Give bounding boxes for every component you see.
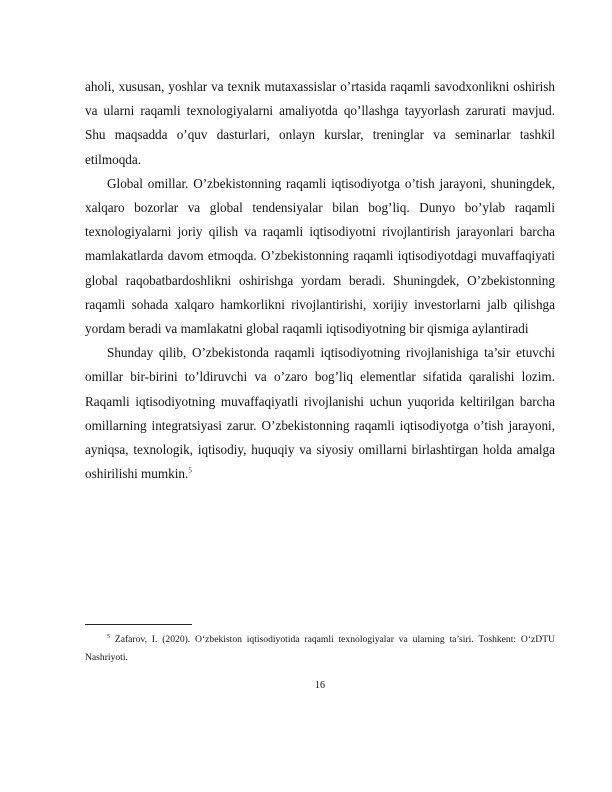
footnote-marker: 5 xyxy=(107,633,110,640)
footnote-reference[interactable]: 5 xyxy=(188,466,192,475)
footnote-separator xyxy=(85,624,192,625)
paragraph-1 xyxy=(85,75,555,172)
paragraph-3-text: Shunday qilib, O’zbekistonda raqamli iqtisodiyotning rivojlanishiga ta’sir etuvchi omillar bir-birini to’ldiruvchi va o’zaro bog’liq elementlar sifatida qaralishi lozim. Raqamli iqtisodiyotning muvaffaqiyatli rivojlanishi uchun yuqorida keltirilgan barcha omillarning integratsiyasi zarur. O’zbekistonning raqamli iqtisodiyotga o’tish jarayoni, ayniqsa, texnologik, iqtisodiy, huquqiy va siyosiy omillarni birlashtirgan holda amalga oshirilishi mumkin. xyxy=(85,345,555,482)
paragraph-2-text: Global omillar. O’zbekistonning raqamli iqtisodiyotga o’tish jarayoni, shuningdek, xalqaro bozorlar va global tendensiyalar bilan bog’liq. Dunyo bo’ylab raqamli texnologiyalarni joriy qilish va raqamli iqtisodiyotni rivojlantirish jarayonlari barcha mamlakatlarda davom etmoqda. O’zbekistonning raqamli iqtisodiyotdagi muvaffaqiyati global raqobatbardoshlikni oshirishga yordam beradi. Shuningdek, O’zbekistonning raqamli sohada xalqaro hamkorlikni rivojlantirishi, xorijiy investorlarni jalb qilishga yordam beradi va mamlakatni global raqamli iqtisodiyotning bir qismiga aylantiradi xyxy=(85,175,555,337)
paragraph-1-text: aholi, xususan, yoshlar va texnik mutaxassislar o’rtasida raqamli savodxonlikni oshirish va ularni raqamli texnologiyalarni amaliyotda qo’llashga tayyorlash zarurati mavjud. Shu maqsadda o’quv dasturlari, onlayn kurslar, treninglar va seminarlar tashkil etilmoqda. xyxy=(85,79,555,167)
page-number: 16 xyxy=(315,680,325,691)
paragraph-3 xyxy=(85,341,555,486)
footnote xyxy=(85,631,555,667)
footnote-body xyxy=(85,631,555,667)
footnote-text: Zafarov, I. (2020). O‘zbekiston iqtisodiyotida raqamli texnologiyalar va ularning ta’siri. Toshkent: O‘zDTU Nashriyoti. xyxy=(85,634,555,663)
paragraph-2 xyxy=(85,172,555,341)
body-text xyxy=(85,75,555,486)
